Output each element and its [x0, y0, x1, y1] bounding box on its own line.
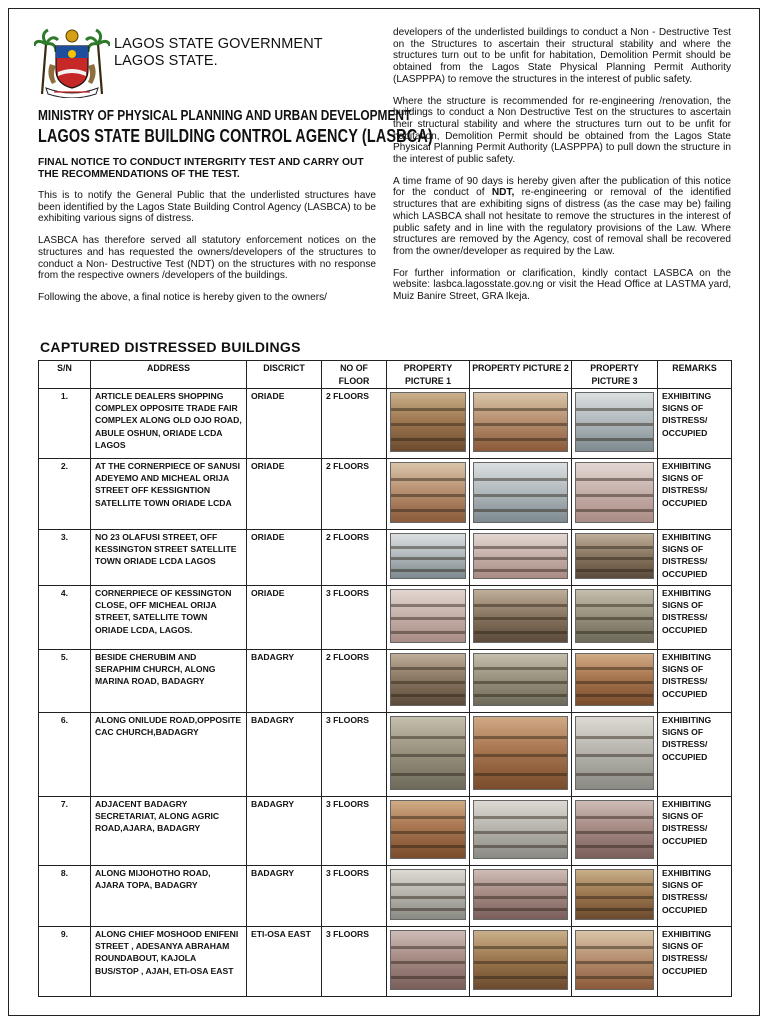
district-cell: BADAGRY — [247, 866, 322, 927]
photo-detail — [576, 631, 653, 634]
photo-detail — [474, 569, 567, 572]
photo-detail — [391, 845, 465, 848]
photo-detail — [391, 631, 465, 634]
serial-number-cell: 9. — [39, 927, 91, 997]
property-picture-cell — [572, 650, 658, 713]
photo-detail — [391, 509, 465, 512]
property-picture-cell — [470, 927, 572, 997]
photo-detail — [474, 976, 567, 979]
remarks-cell: EXHIBITING SIGNS OF DISTRESS/ OCCUPIED — [658, 713, 732, 797]
photo-detail — [576, 438, 653, 441]
photo-detail — [391, 557, 465, 560]
table-row — [39, 530, 732, 586]
photo-detail — [576, 896, 653, 899]
photo-detail — [391, 816, 465, 819]
text-span: A time frame of 90 days is hereby given after the publication of this notice for the conduct of — [393, 175, 731, 199]
photo-detail — [391, 604, 465, 607]
table-row — [39, 797, 732, 866]
property-picture-cell — [572, 389, 658, 459]
notice-body-right — [393, 27, 731, 313]
building-photo — [575, 930, 654, 990]
table-row — [39, 927, 732, 997]
column-header: REMARKS — [658, 361, 732, 389]
photo-detail — [576, 569, 653, 572]
property-picture-cell — [387, 927, 470, 997]
photo-detail — [391, 438, 465, 441]
address-cell: ARTICLE DEALERS SHOPPING COMPLEX OPPOSITE TRADE FAIR COMPLEX ALONG OLD OJO ROAD, ABULE OSHUN, ORIADE LCDA LAGOS — [91, 389, 247, 459]
column-header: ADDRESS — [91, 361, 247, 389]
photo-detail — [474, 908, 567, 911]
serial-number-cell: 7. — [39, 797, 91, 866]
property-picture-cell — [470, 797, 572, 866]
building-photo — [575, 589, 654, 643]
serial-number-cell: 1. — [39, 389, 91, 459]
notice-body-left — [38, 190, 376, 314]
photo-detail — [391, 736, 465, 739]
photo-detail — [576, 408, 653, 411]
ministry-name: MINISTRY OF PHYSICAL PLANNING AND URBAN DEVELOPMENT — [38, 108, 412, 124]
building-photo — [390, 869, 466, 920]
remarks-cell: EXHIBITING SIGNS OF DISTRESS/ OCCUPIED — [658, 866, 732, 927]
photo-detail — [391, 961, 465, 964]
photo-detail — [474, 961, 567, 964]
photo-detail — [474, 604, 567, 607]
address-cell: ALONG MIJOHOTHO ROAD, AJARA TOPA, BADAGRY — [91, 866, 247, 927]
building-photo — [575, 716, 654, 790]
lagos-coat-of-arms-logo — [34, 24, 110, 98]
table-row — [39, 866, 732, 927]
serial-number-cell: 4. — [39, 586, 91, 650]
floors-cell: 3 FLOORS — [322, 927, 387, 997]
photo-detail — [474, 754, 567, 757]
remarks-cell: EXHIBITING SIGNS OF DISTRESS/ OCCUPIED — [658, 586, 732, 650]
district-cell: ORIADE — [247, 586, 322, 650]
photo-detail — [576, 908, 653, 911]
district-cell: ORIADE — [247, 459, 322, 530]
column-header: PROPERTY PICTURE 3 — [572, 361, 658, 389]
address-cell: CORNERPIECE OF KESSINGTON CLOSE, OFF MICHEAL ORIJA STREET, SATELLITE TOWN ORIADE LCDA, LAGOS. — [91, 586, 247, 650]
property-picture-cell — [387, 866, 470, 927]
photo-detail — [474, 494, 567, 497]
table-header-row — [39, 361, 732, 389]
photo-detail — [576, 509, 653, 512]
table-row — [39, 586, 732, 650]
photo-detail — [576, 736, 653, 739]
column-header: NO OF FLOOR — [322, 361, 387, 389]
photo-detail — [474, 883, 567, 886]
photo-detail — [474, 423, 567, 426]
district-cell: BADAGRY — [247, 713, 322, 797]
property-picture-cell — [470, 866, 572, 927]
photo-detail — [391, 883, 465, 886]
property-picture-cell — [572, 866, 658, 927]
serial-number-cell: 3. — [39, 530, 91, 586]
address-cell: ALONG ONILUDE ROAD,OPPOSITE CAC CHURCH,BADAGRY — [91, 713, 247, 797]
floors-cell: 3 FLOORS — [322, 866, 387, 927]
property-picture-cell — [470, 713, 572, 797]
paragraph: developers of the underlisted buildings to conduct a Non - Destructive Test on the Structures to ascertain their structural stability and where the structures turn out to be unfit for habitation, Demolition Permit should be obtained from the Lagos State Physical Planning Permit Authority (LASPPPA) to remove the structures in the interest of public safety. — [393, 27, 731, 85]
building-photo — [473, 392, 568, 452]
photo-detail — [391, 773, 465, 776]
serial-number-cell: 8. — [39, 866, 91, 927]
property-picture-cell — [572, 586, 658, 650]
photo-detail — [576, 754, 653, 757]
table-row — [39, 650, 732, 713]
column-header: S/N — [39, 361, 91, 389]
photo-detail — [391, 494, 465, 497]
building-photo — [575, 392, 654, 452]
column-header: DISCRICT — [247, 361, 322, 389]
district-cell: ORIADE — [247, 530, 322, 586]
photo-detail — [474, 438, 567, 441]
address-cell: AT THE CORNERPIECE OF SANUSI ADEYEMO AND MICHEAL ORIJA STREET OFF KESSIGNTION SATELLITE TOWN ORIADE LCDA — [91, 459, 247, 530]
table-row — [39, 459, 732, 530]
building-photo — [575, 800, 654, 859]
photo-detail — [576, 831, 653, 834]
property-picture-cell — [387, 586, 470, 650]
building-photo — [390, 653, 466, 706]
floors-cell: 2 FLOORS — [322, 530, 387, 586]
paragraph: Following the above, a final notice is hereby given to the owners/ — [38, 291, 327, 303]
paragraph: For further information or clarification, kindly contact LASBCA on the website: lasbca.lagosstate.gov.ng or visit the Head Office at LASTMA yard, Muiz Banire Street, GRA Ikeja. — [393, 267, 731, 303]
photo-detail — [474, 478, 567, 481]
agency-name: LAGOS STATE BUILDING CONTROL AGENCY (LASBCA) — [38, 125, 433, 146]
building-photo — [390, 392, 466, 452]
photo-detail — [391, 896, 465, 899]
remarks-cell: EXHIBITING SIGNS OF DISTRESS/ OCCUPIED — [658, 927, 732, 997]
building-photo — [473, 462, 568, 523]
serial-number-cell: 5. — [39, 650, 91, 713]
photo-detail — [576, 816, 653, 819]
table-body — [39, 389, 732, 997]
property-picture-cell — [572, 459, 658, 530]
building-photo — [575, 653, 654, 706]
building-photo — [390, 589, 466, 643]
building-photo — [390, 716, 466, 790]
photo-detail — [391, 423, 465, 426]
photo-detail — [576, 494, 653, 497]
building-photo — [473, 589, 568, 643]
remarks-cell: EXHIBITING SIGNS OF DISTRESS/ OCCUPIED — [658, 797, 732, 866]
column-header: PROPERTY PICTURE 2 — [470, 361, 572, 389]
building-photo — [473, 869, 568, 920]
serial-number-cell: 2. — [39, 459, 91, 530]
photo-detail — [576, 617, 653, 620]
property-picture-cell — [387, 389, 470, 459]
district-cell: BADAGRY — [247, 797, 322, 866]
property-picture-cell — [470, 389, 572, 459]
photo-detail — [391, 546, 465, 549]
paragraph: Where the structure is recommended for re-engineering /renovation, the buildings to conduct a Non Destructive Test on the structures to ascertain their structural stability and where the structures turn out to be unfit for habitation, Demolition Permit should be obtained from the Lagos State Physical Planning Permit Authority (LASPPPA) to pull down the structure in the interest of public safety. — [393, 95, 731, 166]
photo-detail — [391, 908, 465, 911]
section-title: CAPTURED DISTRESSED BUILDINGS — [40, 339, 301, 355]
floors-cell: 2 FLOORS — [322, 389, 387, 459]
photo-detail — [474, 816, 567, 819]
photo-detail — [576, 845, 653, 848]
ndt-bold: NDT, — [491, 187, 515, 199]
photo-detail — [576, 883, 653, 886]
building-photo — [575, 533, 654, 579]
photo-detail — [576, 946, 653, 949]
floors-cell: 2 FLOORS — [322, 459, 387, 530]
paragraph: This is to notify the General Public that the underlisted structures have been identified by the Lagos State Building Control Agency (LASBCA) to be exhibiting various signs of distress. — [38, 190, 376, 225]
remarks-cell: EXHIBITING SIGNS OF DISTRESS/ OCCUPIED — [658, 530, 732, 586]
serial-number-cell: 6. — [39, 713, 91, 797]
photo-detail — [391, 681, 465, 684]
paragraph: LASBCA has therefore served all statutory enforcement notices on the structures and has requested the owners/developers of the structures to conduct a Non- Destructive Test (NDT) on the structures with no response from the respective owners /developers of the buildings. — [38, 235, 376, 282]
remarks-cell: EXHIBITING SIGNS OF DISTRESS/ OCCUPIED — [658, 459, 732, 530]
remarks-cell: EXHIBITING SIGNS OF DISTRESS/ OCCUPIED — [658, 650, 732, 713]
address-cell: BESIDE CHERUBIM AND SERAPHIM CHURCH, ALONG MARINA ROAD, BADAGRY — [91, 650, 247, 713]
address-cell: ADJACENT BADAGRY SECRETARIAT, ALONG AGRIC ROAD,AJARA, BADAGRY — [91, 797, 247, 866]
building-photo — [473, 800, 568, 859]
photo-detail — [474, 631, 567, 634]
building-photo — [390, 462, 466, 523]
photo-detail — [474, 694, 567, 697]
photo-detail — [474, 896, 567, 899]
photo-detail — [576, 694, 653, 697]
photo-detail — [474, 546, 567, 549]
photo-detail — [576, 681, 653, 684]
district-cell: ETI-OSA EAST — [247, 927, 322, 997]
photo-detail — [474, 845, 567, 848]
photo-detail — [576, 961, 653, 964]
photo-detail — [474, 736, 567, 739]
photo-detail — [391, 617, 465, 620]
property-picture-cell — [387, 459, 470, 530]
property-picture-cell — [387, 713, 470, 797]
photo-detail — [391, 946, 465, 949]
paragraph — [393, 176, 731, 258]
property-picture-cell — [470, 459, 572, 530]
photo-detail — [576, 667, 653, 670]
photo-detail — [474, 617, 567, 620]
photo-detail — [474, 681, 567, 684]
floors-cell: 2 FLOORS — [322, 650, 387, 713]
building-photo — [473, 653, 568, 706]
column-header: PROPERTY PICTURE 1 — [387, 361, 470, 389]
property-picture-cell — [572, 797, 658, 866]
notice-title: FINAL NOTICE TO CONDUCT INTERGRITY TEST AND CARRY OUT THE RECOMMENDATIONS OF THE TEST. — [38, 157, 364, 180]
photo-detail — [391, 667, 465, 670]
photo-detail — [474, 773, 567, 776]
property-picture-cell — [387, 650, 470, 713]
photo-detail — [474, 946, 567, 949]
property-picture-cell — [470, 530, 572, 586]
photo-detail — [576, 773, 653, 776]
photo-detail — [391, 408, 465, 411]
property-picture-cell — [470, 650, 572, 713]
building-photo — [473, 533, 568, 579]
photo-detail — [474, 557, 567, 560]
text-span: re-engineering or removal of the identified structures that are exhibiting signs of distress (as the case may be) failing which LASBCA shall not hesitate to remove the structures in the interest of public safety and in line with the regulatory provisions of the Law. Where structures are removed by the Agency, cost of removal shall be recovered from the owner/developer as required by the Law. — [393, 187, 731, 257]
building-photo — [473, 716, 568, 790]
property-picture-cell — [572, 530, 658, 586]
building-photo — [473, 930, 568, 990]
photo-detail — [474, 667, 567, 670]
photo-detail — [576, 478, 653, 481]
government-line: LAGOS STATE GOVERNMENT — [114, 36, 323, 52]
floors-cell: 3 FLOORS — [322, 797, 387, 866]
building-photo — [390, 800, 466, 859]
floors-cell: 3 FLOORS — [322, 713, 387, 797]
table-row — [39, 389, 732, 459]
building-photo — [390, 930, 466, 990]
photo-detail — [391, 569, 465, 572]
photo-detail — [391, 831, 465, 834]
distressed-buildings-table — [38, 360, 732, 997]
photo-detail — [474, 509, 567, 512]
property-picture-cell — [470, 586, 572, 650]
photo-detail — [391, 478, 465, 481]
address-cell: NO 23 OLAFUSI STREET, OFF KESSINGTON STREET SATELLITE TOWN ORIADE LCDA LAGOS — [91, 530, 247, 586]
state-line: LAGOS STATE. — [114, 53, 218, 69]
building-photo — [575, 869, 654, 920]
photo-detail — [576, 976, 653, 979]
floors-cell: 3 FLOORS — [322, 586, 387, 650]
photo-detail — [474, 831, 567, 834]
district-cell: ORIADE — [247, 389, 322, 459]
address-cell: ALONG CHIEF MOSHOOD ENIFENI STREET , ADESANYA ABRAHAM ROUNDABOUT, KAJOLA BUS/STOP , AJAH, ETI-OSA EAST — [91, 927, 247, 997]
property-picture-cell — [572, 713, 658, 797]
building-photo — [390, 533, 466, 579]
table-row — [39, 713, 732, 797]
remarks-cell: EXHIBITING SIGNS OF DISTRESS/ OCCUPIED — [658, 389, 732, 459]
property-picture-cell — [387, 797, 470, 866]
photo-detail — [576, 604, 653, 607]
property-picture-cell — [572, 927, 658, 997]
building-photo — [575, 462, 654, 523]
district-cell: BADAGRY — [247, 650, 322, 713]
photo-detail — [576, 423, 653, 426]
photo-detail — [391, 754, 465, 757]
property-picture-cell — [387, 530, 470, 586]
photo-detail — [576, 546, 653, 549]
photo-detail — [576, 557, 653, 560]
photo-detail — [391, 694, 465, 697]
photo-detail — [474, 408, 567, 411]
government-name — [114, 36, 323, 70]
photo-detail — [391, 976, 465, 979]
